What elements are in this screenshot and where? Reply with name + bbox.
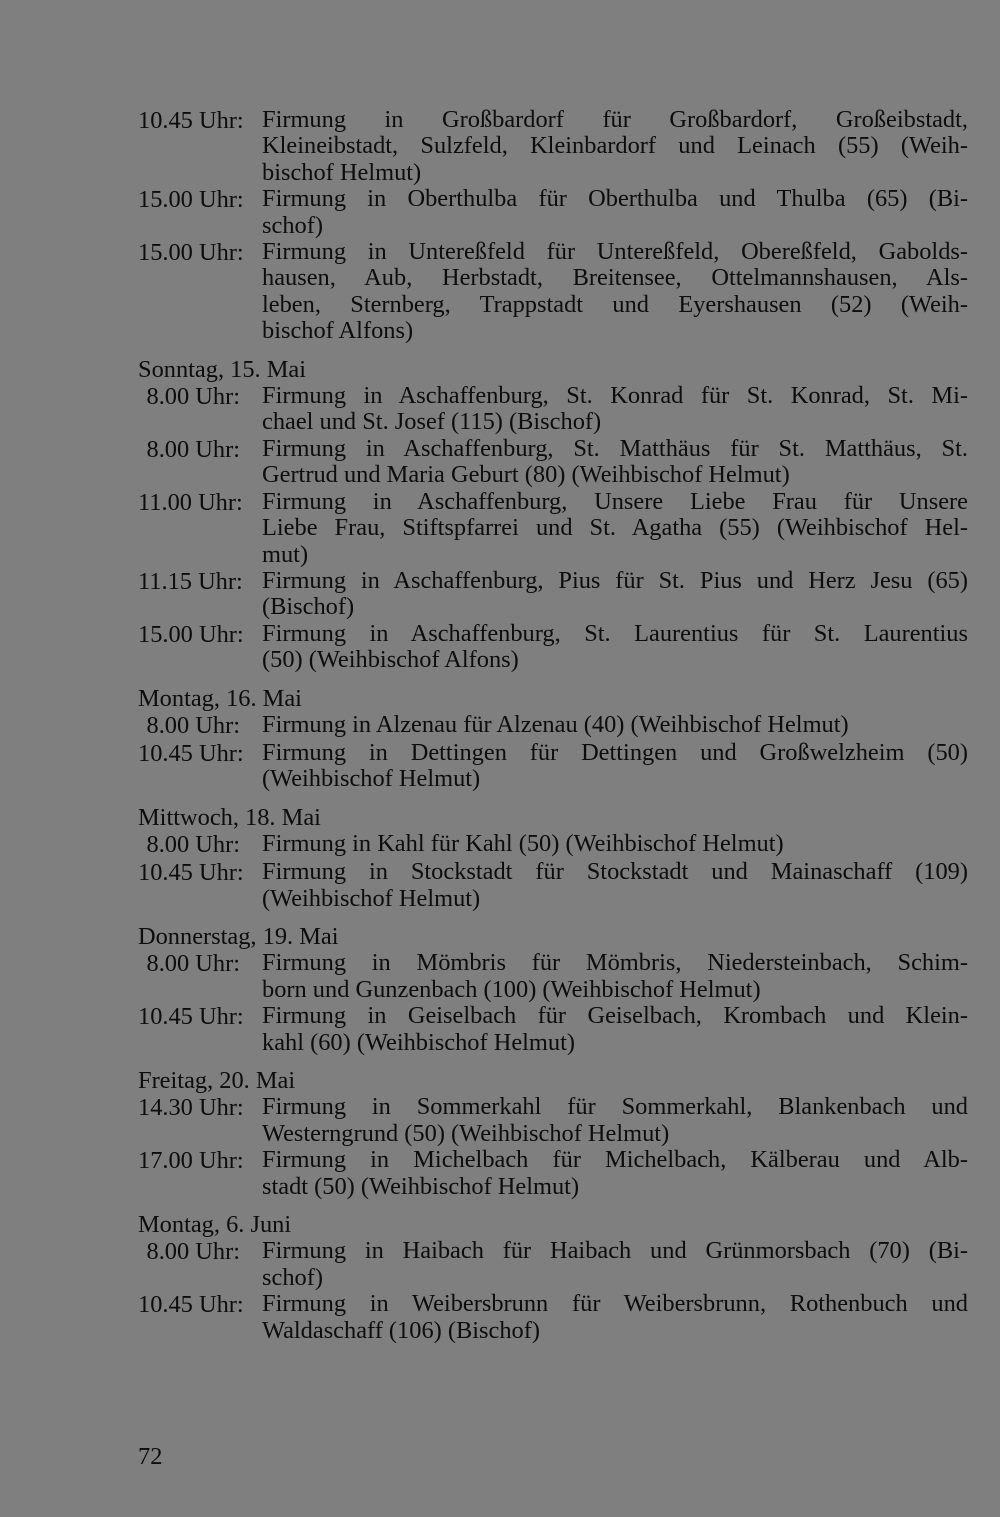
description-line: (Weihbischof Helmut) [262, 765, 481, 793]
schedule-entry [138, 568, 968, 621]
entry-time: 17.00 Uhr: [138, 1147, 244, 1175]
entry-description [262, 1094, 968, 1147]
entry-time: 10.45 Uhr: [138, 107, 244, 134]
entry-description [262, 1147, 968, 1200]
description-line: Firmung in Sommerkahl für Sommerkahl, Blankenbach und [262, 1093, 968, 1121]
entry-time: 8.00 Uhr: [146, 435, 240, 463]
description-line: bischof Helmut) [262, 158, 422, 186]
schedule-entry [138, 831, 968, 859]
entry-description [262, 107, 968, 186]
description-line: schof) [262, 1263, 323, 1291]
description-line: Waldaschaff (106) (Bischof) [262, 1316, 540, 1344]
entry-time: 10.45 Uhr: [138, 739, 244, 767]
schedule-entry [138, 740, 968, 793]
entry-time: 8.00 Uhr: [146, 831, 240, 859]
entry-time: 10.45 Uhr: [138, 859, 244, 887]
entry-description [262, 1003, 968, 1056]
description-line: chael und St. Josef (115) (Bischof) [262, 408, 602, 436]
entry-description [262, 568, 968, 621]
entry-description [262, 712, 968, 740]
entry-time: 11.00 Uhr: [138, 488, 243, 516]
entry-description [262, 621, 968, 674]
description-line: stadt (50) (Weihbischof Helmut) [262, 1172, 580, 1200]
description-line: Firmung in Kahl für Kahl (50) (Weihbischof Helmut) [262, 830, 784, 858]
description-line: hausen, Aub, Herbstadt, Breitensee, Ottelmannshausen, Als- [262, 264, 968, 292]
description-line: Gertrud und Maria Geburt (80) (Weihbischof Helmut) [262, 461, 790, 489]
entry-time: 8.00 Uhr: [146, 711, 240, 739]
description-line: bischof Alfons) [262, 317, 414, 345]
day-group [138, 924, 968, 1056]
schedule-entry [138, 1003, 968, 1056]
entry-description [262, 1291, 968, 1344]
description-line: Westerngrund (50) (Weihbischof Helmut) [262, 1119, 670, 1147]
schedule-entry [138, 950, 968, 1003]
description-line: (Weihbischof Helmut) [262, 884, 481, 912]
day-heading: Freitag, 20. Mai [138, 1067, 296, 1094]
schedule-entry [138, 239, 968, 345]
entry-description [262, 436, 968, 489]
entry-time: 10.45 Uhr: [138, 1291, 244, 1319]
description-line: Firmung in Weibersbrunn für Weibersbrunn, Rothenbuch und [262, 1290, 968, 1318]
description-line: (Bischof) [262, 593, 355, 621]
description-line: Firmung in Geiselbach für Geiselbach, Krombach und Klein- [262, 1002, 968, 1030]
entry-time: 10.45 Uhr: [138, 1003, 244, 1031]
entry-time: 8.00 Uhr: [146, 950, 240, 978]
day-heading: Montag, 16. Mai [138, 684, 302, 712]
schedule-entry [138, 859, 968, 912]
day-group [138, 1068, 968, 1200]
schedule-entry [138, 1291, 968, 1344]
description-line: Firmung in Haibach für Haibach und Grünmorsbach (70) (Bi- [262, 1237, 968, 1265]
day-heading: Mittwoch, 18. Mai [138, 803, 321, 831]
entry-time: 8.00 Uhr: [146, 383, 240, 411]
entry-time: 15.00 Uhr: [138, 620, 244, 648]
description-line: Firmung in Untereßfeld für Untereßfeld, Obereßfeld, Gabolds- [262, 238, 968, 266]
entry-description [262, 239, 968, 345]
entry-description [262, 859, 968, 912]
entry-time: 15.00 Uhr: [138, 239, 244, 267]
entry-description [262, 383, 968, 436]
schedule-entry [138, 1238, 968, 1291]
day-group [138, 686, 968, 793]
description-line: leben, Sternberg, Trappstadt und Eyershausen (52) (Weih- [262, 290, 968, 318]
entry-description [262, 831, 968, 859]
description-line: schof) [262, 211, 323, 239]
entry-description [262, 186, 968, 239]
description-line: Firmung in Stockstadt für Stockstadt und Mainaschaff (109) [262, 858, 968, 886]
description-line: Liebe Frau, Stiftspfarrei und St. Agatha (55) (Weihbischof Hel- [262, 514, 968, 542]
day-heading: Montag, 6. Juni [138, 1211, 292, 1239]
description-line: Firmung in Großbardorf für Großbardorf, Großeibstadt, [262, 106, 968, 133]
description-line: Kleineibstadt, Sulzfeld, Kleinbardorf und Leinach (55) (Weih- [262, 132, 968, 160]
entry-time: 15.00 Uhr: [138, 186, 244, 214]
description-line: Firmung in Alzenau für Alzenau (40) (Weihbischof Helmut) [262, 710, 849, 738]
description-line: Firmung in Aschaffenburg, St. Konrad für St. Konrad, St. Mi- [262, 382, 968, 410]
description-line: Firmung in Aschaffenburg, Unsere Liebe Frau für Unsere [262, 487, 968, 515]
schedule-entry [138, 489, 968, 568]
schedule-entry [138, 621, 968, 674]
entry-description [262, 950, 968, 1003]
entry-time: 11.15 Uhr: [138, 567, 243, 595]
entry-description [262, 740, 968, 793]
description-line: mut) [262, 540, 309, 568]
day-heading: Sonntag, 15. Mai [138, 355, 307, 383]
description-line: kahl (60) (Weihbischof Helmut) [262, 1028, 575, 1056]
schedule-entry [138, 436, 968, 489]
schedule-entry [138, 383, 968, 436]
confirmation-schedule [138, 107, 968, 1344]
description-line: born und Gunzenbach (100) (Weihbischof Helmut) [262, 975, 761, 1003]
schedule-entry [138, 1147, 968, 1200]
schedule-entry [138, 186, 968, 239]
description-line: Firmung in Mömbris für Mömbris, Niedersteinbach, Schim- [262, 949, 968, 977]
entry-time: 14.30 Uhr: [138, 1094, 244, 1122]
schedule-entry [138, 1094, 968, 1147]
entry-time: 8.00 Uhr: [146, 1238, 240, 1266]
day-group [138, 805, 968, 912]
description-line: Firmung in Dettingen für Dettingen und Großwelzheim (50) [262, 738, 968, 766]
description-line: Firmung in Oberthulba für Oberthulba und Thulba (65) (Bi- [262, 185, 968, 213]
description-line: Firmung in Michelbach für Michelbach, Kälberau und Alb- [262, 1146, 968, 1174]
description-line: (50) (Weihbischof Alfons) [262, 646, 519, 674]
day-heading: Donnerstag, 19. Mai [138, 922, 339, 950]
description-line: Firmung in Aschaffenburg, St. Laurentius für St. Laurentius [262, 619, 968, 647]
description-line: Firmung in Aschaffenburg, St. Matthäus für St. Matthäus, St. [262, 434, 968, 462]
day-group [138, 1212, 968, 1344]
description-line: Firmung in Aschaffenburg, Pius für St. Pius und Herz Jesu (65) [262, 566, 968, 594]
day-group [138, 357, 968, 674]
page-number: 72 [138, 1443, 163, 1470]
schedule-entry [138, 107, 968, 186]
entry-description [262, 489, 968, 568]
day-group [138, 107, 968, 345]
schedule-entry [138, 712, 968, 740]
entry-description [262, 1238, 968, 1291]
